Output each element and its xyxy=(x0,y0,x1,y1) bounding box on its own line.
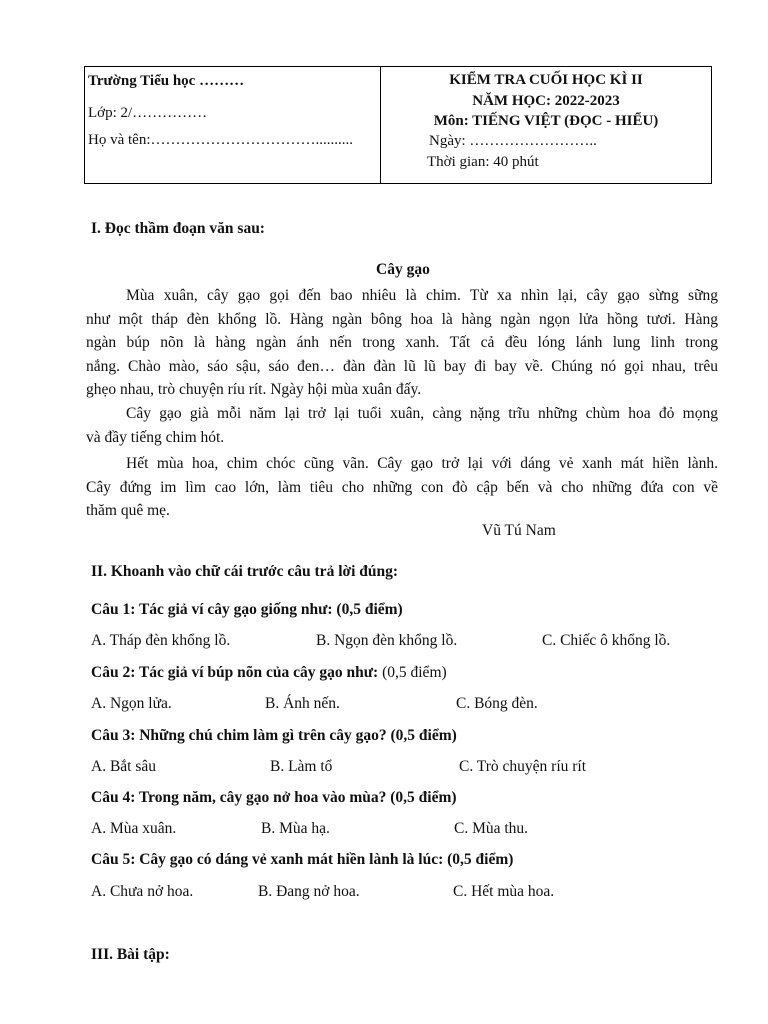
story-paragraph-2 xyxy=(86,402,718,449)
student-info-cell xyxy=(85,67,381,183)
paragraph-line: ghẹo nhau, trò chuyện ríu rít. Ngày hội mùa xuân đấy. xyxy=(86,381,422,399)
exam-title: KIỂM TRA CUỐI HỌC KÌ II xyxy=(449,72,643,88)
paragraph-line: và đầy tiếng chim hót. xyxy=(86,428,225,446)
paragraph-line: ngàn búp nõn là hàng ngàn ánh nến trong xanh. Tất cả đều lóng lánh lung linh trong xyxy=(86,334,718,352)
q3-option-c[interactable]: C. Trò chuyện ríu rít xyxy=(459,758,587,775)
exam-subject: Môn: TIẾNG VIỆT (ĐỌC - HIỂU) xyxy=(433,113,659,129)
story-paragraph-1 xyxy=(86,284,718,402)
exam-date: Ngày: …………………….. xyxy=(429,133,597,149)
student-name-field: Họ và tên:…………………………….......... xyxy=(88,132,353,148)
question-text: Câu 4: Trong năm, cây gạo nở hoa vào mùa? (0,5 điểm) xyxy=(91,789,457,806)
exam-time: Thời gian: 40 phút xyxy=(427,154,539,170)
section-1-heading: I. Đọc thầm đoạn văn sau: xyxy=(91,220,265,237)
q4-option-a[interactable]: A. Mùa xuân. xyxy=(91,820,177,837)
question-text: Câu 5: Cây gạo có dáng vẻ xanh mát hiền lành là lúc: (0,5 điểm) xyxy=(91,851,514,868)
q3-option-b[interactable]: B. Làm tổ xyxy=(270,758,333,775)
paragraph-line: thăm quê mẹ. xyxy=(86,502,170,520)
paragraph-line: Mùa xuân, cây gạo gọi đến bao nhiêu là chim. Từ xa nhìn lại, cây gạo sừng sững xyxy=(126,287,718,304)
paragraph-line: Cây gạo già mỗi năm lại trở lại tuổi xuân, càng nặng trĩu những chùm hoa đỏ mọng xyxy=(126,405,718,422)
school-name: Trường Tiểu học ……… xyxy=(88,73,245,89)
section-3-heading: III. Bài tập: xyxy=(91,946,170,963)
story-author: Vũ Tú Nam xyxy=(482,522,556,539)
q2-option-c[interactable]: C. Bóng đèn. xyxy=(456,695,538,712)
question-text: Câu 3: Những chú chim làm gì trên cây gạo? (0,5 điểm) xyxy=(91,727,457,744)
question-4 xyxy=(91,789,457,807)
paragraph-line: Cây đứng im lìm cao lớn, làm tiêu cho những con đò cập bến và cho những đứa con về xyxy=(86,478,718,496)
paragraph-line: nắng. Chào mào, sáo sậu, sáo đen… đàn đàn lũ lũ bay đi bay về. Chúng nó gọi nhau, trêu xyxy=(86,357,718,375)
question-1 xyxy=(91,601,403,619)
story-title: Cây gạo xyxy=(376,261,430,278)
question-2 xyxy=(91,664,447,682)
question-points: (0,5 điểm) xyxy=(378,664,447,681)
q2-option-b[interactable]: B. Ánh nến. xyxy=(265,695,340,712)
question-text: Câu 2: Tác giả ví búp nõn của cây gạo như: xyxy=(91,664,379,681)
q4-option-c[interactable]: C. Mùa thu. xyxy=(454,820,529,837)
q3-option-a[interactable]: A. Bắt sâu xyxy=(91,758,157,775)
q5-option-b[interactable]: B. Đang nở hoa. xyxy=(258,883,360,900)
q1-option-a[interactable]: A. Tháp đèn khổng lồ. xyxy=(91,632,231,649)
q2-option-a[interactable]: A. Ngọn lửa. xyxy=(91,695,172,712)
q1-option-c[interactable]: C. Chiếc ô khổng lồ. xyxy=(542,632,671,649)
q4-option-b[interactable]: B. Mùa hạ. xyxy=(261,820,330,837)
exam-header-table xyxy=(84,66,712,184)
school-year: NĂM HỌC: 2022-2023 xyxy=(472,93,620,109)
story-paragraph-3 xyxy=(86,452,718,523)
paragraph-line: Hết mùa hoa, chim chóc cũng vãn. Cây gạo trở lại với dáng vẻ xanh mát hiền lành. xyxy=(126,455,718,472)
q5-option-c[interactable]: C. Hết mùa hoa. xyxy=(453,883,555,900)
question-3 xyxy=(91,727,457,745)
question-text: Câu 1: Tác giả ví cây gạo giống như: (0,5 điểm) xyxy=(91,601,403,618)
class-field: Lớp: 2/…………… xyxy=(88,105,208,121)
question-5 xyxy=(91,851,513,869)
paragraph-line: như một tháp đèn khổng lồ. Hàng ngàn bông hoa là hàng ngàn ngọn lửa hồng tươi. Hàng xyxy=(86,310,718,328)
section-2-heading: II. Khoanh vào chữ cái trước câu trả lời đúng: xyxy=(91,563,399,580)
q1-option-b[interactable]: B. Ngọn đèn khổng lồ. xyxy=(316,632,458,649)
exam-info-cell xyxy=(381,67,711,183)
q5-option-a[interactable]: A. Chưa nở hoa. xyxy=(91,883,194,900)
